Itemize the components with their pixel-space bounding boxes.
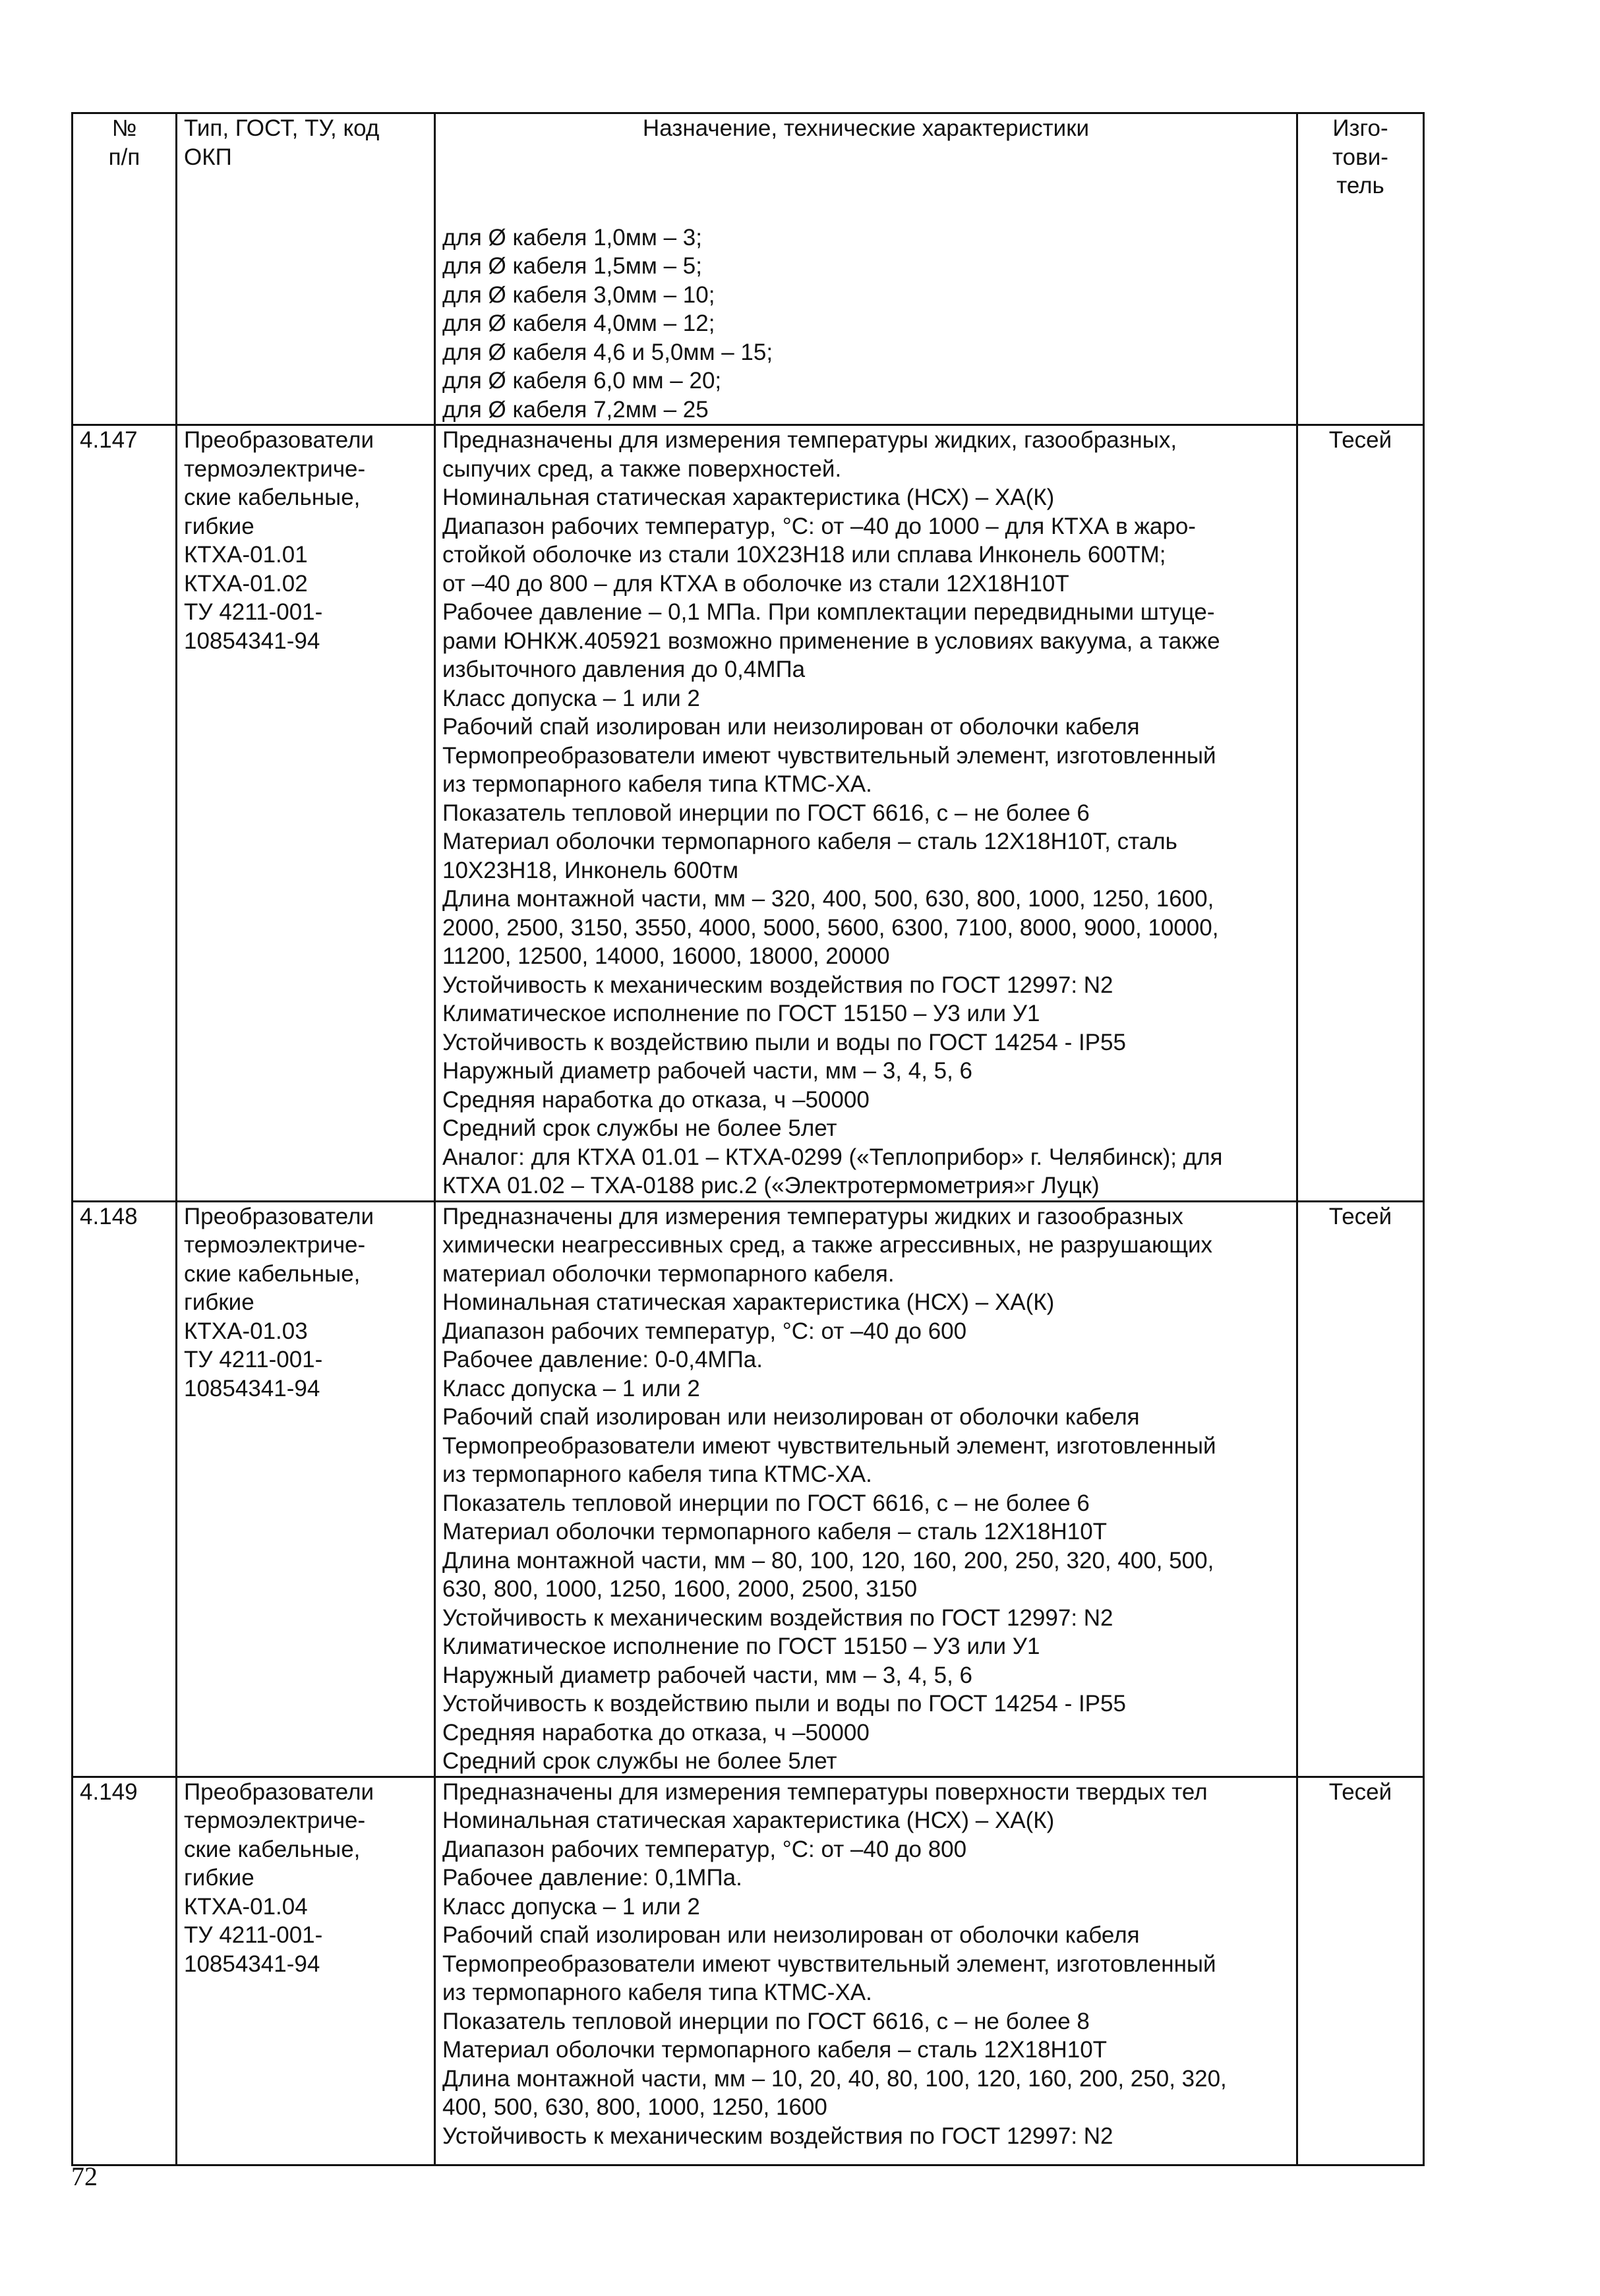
- spec-line: из термопарного кабеля типа КТМС-ХА.: [442, 1980, 872, 2005]
- type-line: термоэлектриче-: [184, 456, 366, 482]
- spec-line: Номинальная статическая характеристика (НСХ) – ХА(К): [442, 485, 1055, 510]
- type-line: ТУ 4211-001-: [184, 599, 323, 625]
- header-type-line: Тип, ГОСТ, ТУ, код: [184, 115, 380, 141]
- spec-line: Наружный диаметр рабочей части, мм – 3, 4, 5, 6: [442, 1662, 973, 1688]
- spec-line: рами ЮНКЖ.405921 возможно применение в условиях вакуума, а также: [442, 628, 1220, 654]
- type-line: КТХА-01.02: [184, 570, 308, 597]
- spec-line: Средняя наработка до отказа, ч –50000: [442, 1719, 870, 1746]
- row-maker: Тесей: [1297, 1201, 1424, 1777]
- spec-line: 630, 800, 1000, 1250, 1600, 2000, 2500, 3150: [442, 1576, 918, 1602]
- spec-line: из термопарного кабеля типа КТМС-ХА.: [442, 771, 872, 797]
- row-maker: Тесей: [1297, 1777, 1424, 2165]
- spec-line: сыпучих сред, а также поверхностей.: [442, 456, 842, 482]
- spec-line: Устойчивость к механическим воздействия по ГОСТ 12997: N2: [442, 2123, 1113, 2149]
- page-number: 72: [71, 2162, 98, 2191]
- spec-line: Диапазон рабочих температур, °С: от –40 до 600: [442, 1318, 967, 1344]
- spec-line: Термопреобразователи имеют чувствительный элемент, изготовленный: [442, 742, 1216, 769]
- spec-line: избыточного давления до 0,4МПа: [442, 657, 806, 682]
- spec-line: Длина монтажной части, мм – 80, 100, 120, 160, 200, 250, 320, 400, 500,: [442, 1547, 1214, 1574]
- spec-line: Рабочее давление – 0,1 МПа. При комплектации передвидными штуце-: [442, 599, 1215, 625]
- header-purpose-label: Назначение, технические характеристики: [642, 115, 1090, 141]
- spec-line: материал оболочки термопарного кабеля.: [442, 1260, 895, 1287]
- spec-line: Средний срок службы не более 5лет: [442, 1115, 837, 1141]
- spec-line: Предназначены для измерения температуры жидких и газообразных: [442, 1203, 1183, 1229]
- type-line: ские кабельные,: [184, 485, 361, 510]
- type-line: ТУ 4211-001-: [184, 1922, 323, 1948]
- type-line: 10854341-94: [184, 1951, 320, 1977]
- spec-line: Рабочий спай изолирован или неизолирован от оболочки кабеля: [442, 714, 1140, 740]
- spec-line: Предназначены для измерения температуры жидких, газообразных,: [442, 427, 1177, 453]
- row-number: 4.147: [73, 425, 177, 1202]
- spec-line: Наружный диаметр рабочей части, мм – 3, 4, 5, 6: [442, 1058, 973, 1084]
- type-line: 10854341-94: [184, 628, 320, 654]
- type-line: ТУ 4211-001-: [184, 1347, 323, 1372]
- spec-line: Длина монтажной части, мм – 320, 400, 500, 630, 800, 1000, 1250, 1600,: [442, 886, 1214, 912]
- header-number-cell: [73, 113, 177, 425]
- header-purpose-cell: [435, 113, 1297, 425]
- type-line: КТХА-01.03: [184, 1318, 308, 1344]
- header-maker-line: Изго-: [1332, 115, 1388, 141]
- table-row: [73, 1777, 1424, 2165]
- row-spec-cell: [435, 1201, 1297, 1777]
- type-line: термоэлектриче-: [184, 1808, 366, 1833]
- type-line: термоэлектриче-: [184, 1232, 366, 1258]
- table-row: [73, 1201, 1424, 1777]
- row-number: 4.149: [73, 1777, 177, 2165]
- row-spec-cell: [435, 1777, 1297, 2165]
- spec-line: Рабочий спай изолирован или неизолирован от оболочки кабеля: [442, 1404, 1140, 1430]
- continuation-list: [442, 143, 1289, 425]
- spec-line: Показатель тепловой инерции по ГОСТ 6616, с – не более 6: [442, 1490, 1090, 1516]
- continuation-line: для Ø кабеля 7,2мм – 25: [442, 396, 709, 423]
- continuation-line: для Ø кабеля 1,5мм – 5;: [442, 253, 702, 279]
- type-line: гибкие: [184, 1865, 254, 1891]
- type-line: гибкие: [184, 513, 254, 539]
- spec-line: Устойчивость к механическим воздействия по ГОСТ 12997: N2: [442, 1604, 1113, 1631]
- spec-line: Материал оболочки термопарного кабеля – сталь 12Х18Н10Т, сталь: [442, 829, 1177, 854]
- type-line: 10854341-94: [184, 1375, 320, 1401]
- spec-table: [71, 112, 1425, 2166]
- header-type-cell: [177, 113, 435, 425]
- spec-line: Предназначены для измерения температуры поверхности твердых тел: [442, 1779, 1208, 1805]
- type-line: Преобразователи: [184, 1203, 374, 1229]
- row-type-cell: [177, 1201, 435, 1777]
- type-line: Преобразователи: [184, 1779, 374, 1805]
- header-maker-cell: [1297, 113, 1424, 425]
- spec-line: Длина монтажной части, мм – 10, 20, 40, 80, 100, 120, 160, 200, 250, 320,: [442, 2065, 1227, 2092]
- spec-line: Устойчивость к воздействию пыли и воды по ГОСТ 14254 - IP55: [442, 1691, 1126, 1717]
- spec-line: 10Х23Н18, Инконель 600тм: [442, 857, 739, 883]
- spec-line: Класс допуска – 1 или 2: [442, 1893, 700, 1920]
- spec-line: 11200, 12500, 14000, 16000, 18000, 20000: [442, 943, 890, 969]
- spec-line: Рабочий спай изолирован или неизолирован от оболочки кабеля: [442, 1922, 1140, 1948]
- continuation-line: для Ø кабеля 3,0мм – 10;: [442, 281, 715, 308]
- type-line: КТХА-01.01: [184, 542, 308, 568]
- spec-line: Рабочее давление: 0-0,4МПа.: [442, 1347, 763, 1372]
- header-type-line: ОКП: [184, 144, 232, 170]
- type-line: Преобразователи: [184, 427, 374, 453]
- continuation-line: для Ø кабеля 4,6 и 5,0мм – 15;: [442, 339, 773, 365]
- spec-line: Средний срок службы не более 5лет: [442, 1748, 837, 1774]
- header-maker-line: тови-: [1332, 144, 1388, 170]
- type-line: КТХА-01.04: [184, 1893, 308, 1920]
- type-line: ские кабельные,: [184, 1260, 361, 1287]
- row-type-cell: [177, 425, 435, 1202]
- header-number-line: п/п: [108, 144, 140, 170]
- spec-line: Климатическое исполнение по ГОСТ 15150 – У3 или У1: [442, 1001, 1040, 1026]
- spec-line: Устойчивость к воздействию пыли и воды по ГОСТ 14254 - IP55: [442, 1029, 1126, 1055]
- row-number: 4.148: [73, 1201, 177, 1777]
- spec-line: Материал оболочки термопарного кабеля – сталь 12Х18Н10Т: [442, 2037, 1108, 2063]
- spec-line: Диапазон рабочих температур, °С: от –40 до 1000 – для КТХА в жаро-: [442, 513, 1196, 539]
- type-line: ские кабельные,: [184, 1836, 361, 1862]
- spec-line: от –40 до 800 – для КТХА в оболочке из стали 12Х18Н10Т: [442, 570, 1069, 597]
- row-spec-cell: [435, 425, 1297, 1202]
- continuation-line: для Ø кабеля 6,0 мм – 20;: [442, 368, 722, 394]
- spec-line: Материал оболочки термопарного кабеля – сталь 12Х18Н10Т: [442, 1519, 1108, 1545]
- spec-line: КТХА 01.02 – ТХА-0188 рис.2 («Электротермометрия»г Луцк): [442, 1173, 1100, 1198]
- header-number-line: №: [111, 115, 137, 141]
- spec-line: Средняя наработка до отказа, ч –50000: [442, 1086, 870, 1113]
- spec-table-page: [71, 112, 1423, 2149]
- spec-line: Устойчивость к механическим воздействия по ГОСТ 12997: N2: [442, 972, 1113, 998]
- spec-line: 2000, 2500, 3150, 3550, 4000, 5000, 5600, 6300, 7100, 8000, 9000, 10000,: [442, 914, 1219, 941]
- spec-line: Номинальная статическая характеристика (НСХ) – ХА(К): [442, 1808, 1055, 1833]
- row-type-cell: [177, 1777, 435, 2165]
- spec-line: Рабочее давление: 0,1МПа.: [442, 1865, 742, 1891]
- table-header-row: [73, 113, 1424, 425]
- spec-line: Показатель тепловой инерции по ГОСТ 6616, с – не более 6: [442, 800, 1090, 826]
- spec-line: химически неагрессивных сред, а также агрессивных, не разрушающих: [442, 1232, 1213, 1258]
- spec-line: Термопреобразователи имеют чувствительный элемент, изготовленный: [442, 1951, 1216, 1977]
- header-maker-line: тель: [1336, 173, 1384, 198]
- type-line: гибкие: [184, 1289, 254, 1315]
- spec-line: стойкой оболочке из стали 10Х23Н18 или сплава Инконель 600ТМ;: [442, 542, 1166, 568]
- spec-line: из термопарного кабеля типа КТМС-ХА.: [442, 1461, 872, 1487]
- spec-line: Класс допуска – 1 или 2: [442, 685, 700, 711]
- table-row: [73, 425, 1424, 1202]
- spec-line: Диапазон рабочих температур, °С: от –40 до 800: [442, 1836, 967, 1862]
- spec-line: Климатическое исполнение по ГОСТ 15150 – У3 или У1: [442, 1634, 1040, 1659]
- spec-line: Класс допуска – 1 или 2: [442, 1375, 700, 1401]
- continuation-line: для Ø кабеля 1,0мм – 3;: [442, 224, 702, 250]
- spec-line: Термопреобразователи имеют чувствительный элемент, изготовленный: [442, 1432, 1216, 1459]
- continuation-line: для Ø кабеля 4,0мм – 12;: [442, 310, 715, 336]
- spec-line: Номинальная статическая характеристика (НСХ) – ХА(К): [442, 1289, 1055, 1315]
- spec-line: Аналог: для КТХА 01.01 – КТХА-0299 («Теплоприбор» г. Челябинск); для: [442, 1144, 1223, 1170]
- row-maker: Тесей: [1297, 425, 1424, 1202]
- spec-line: 400, 500, 630, 800, 1000, 1250, 1600: [442, 2094, 827, 2120]
- spec-line: Показатель тепловой инерции по ГОСТ 6616, с – не более 8: [442, 2008, 1090, 2034]
